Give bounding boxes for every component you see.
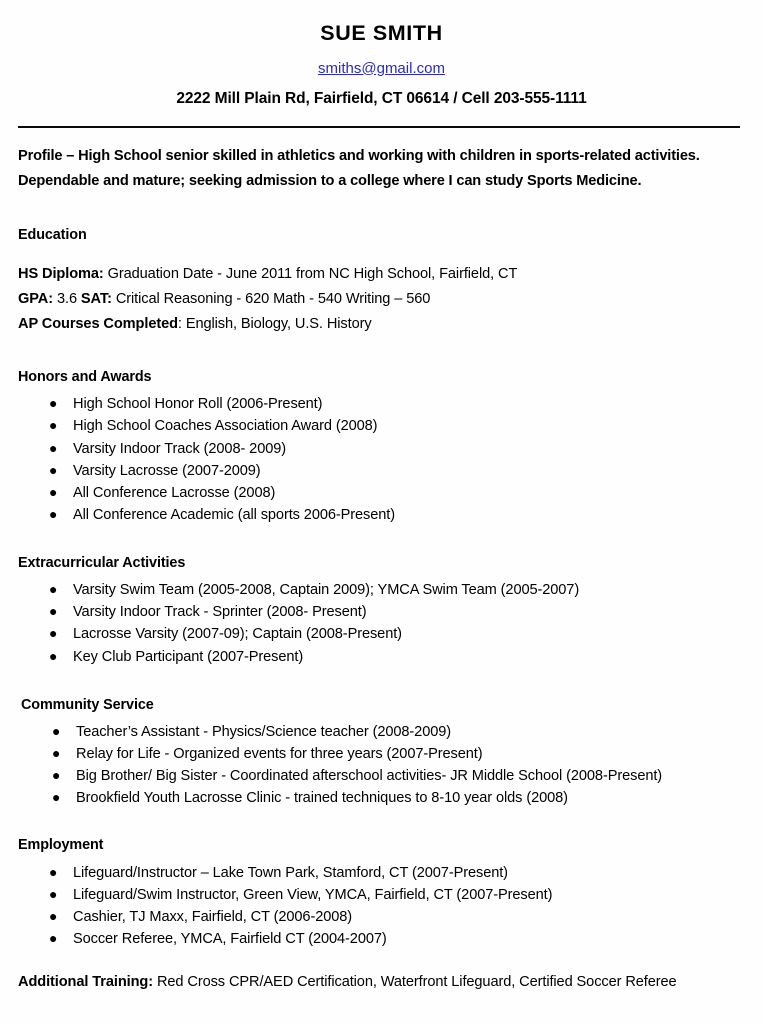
education-label-gpa: GPA:	[18, 290, 54, 307]
list-item-text: High School Honor Roll (2006-Present)	[73, 396, 323, 413]
education-value-gpa: 3.6	[53, 290, 81, 307]
bullet-icon: ●	[49, 863, 58, 880]
list-item-text: Teacher’s Assistant - Physics/Science teacher (2008-2009)	[76, 723, 452, 740]
list-item-text: Key Club Participant (2007-Present)	[73, 648, 304, 665]
extracurricular-list	[18, 579, 745, 667]
section-heading-education: Education	[18, 227, 87, 244]
bullet-icon: ●	[49, 647, 58, 664]
header-divider	[18, 126, 740, 128]
bullet-icon: ●	[49, 581, 58, 598]
education-value-ap: : English, Biology, U.S. History	[177, 315, 372, 332]
list-item	[21, 721, 745, 743]
additional-training-label: Additional Training:	[18, 974, 154, 991]
bullet-icon: ●	[49, 483, 58, 500]
bullet-icon: ●	[49, 505, 58, 522]
education-value-diploma: Graduation Date - June 2011 from NC High School, Fairfield, CT	[103, 265, 518, 282]
page-title: SUE SMITH	[320, 21, 443, 45]
email-line	[18, 60, 745, 78]
list-item	[18, 579, 745, 601]
additional-training	[18, 971, 745, 994]
list-item-text: Lifeguard/Instructor – Lake Town Park, Stamford, CT (2007-Present)	[73, 864, 508, 881]
additional-training-value: Red Cross CPR/AED Certification, Waterfront Lifeguard, Certified Soccer Referee	[153, 974, 677, 991]
bullet-icon: ●	[49, 930, 58, 947]
list-item-text: Varsity Indoor Track (2008- 2009)	[73, 440, 287, 457]
list-item-text: Brookfield Youth Lacrosse Clinic - trained techniques to 8-10 year olds (2008)	[76, 790, 568, 807]
list-item	[18, 906, 745, 928]
resume-header	[18, 0, 745, 107]
list-item-text: Big Brother/ Big Sister - Coordinated afterschool activities- JR Middle School (2008-Present)	[76, 768, 663, 785]
education-value-sat: Critical Reasoning - 620 Math - 540 Writing – 560	[111, 290, 431, 307]
profile-line-2: Dependable and mature; seeking admission to a college where I can study Sports Medicine.	[18, 173, 642, 190]
section-honors	[18, 369, 745, 526]
section-heading-honors: Honors and Awards	[18, 369, 152, 386]
list-item-text: Lifeguard/Swim Instructor, Green View, YMCA, Fairfield, CT (2007-Present)	[73, 886, 553, 903]
bullet-icon: ●	[49, 625, 58, 642]
list-item-text: High School Coaches Association Award (2008)	[73, 418, 378, 435]
list-item-text: Cashier, TJ Maxx, Fairfield, CT (2006-2008)	[73, 908, 353, 925]
list-item	[18, 884, 745, 906]
list-item	[18, 460, 745, 482]
list-item-text: All Conference Academic (all sports 2006-Present)	[73, 506, 395, 523]
bullet-icon: ●	[49, 907, 58, 924]
bullet-icon: ●	[49, 603, 58, 620]
bullet-icon: ●	[49, 885, 58, 902]
education-label-ap: AP Courses Completed	[18, 315, 178, 332]
list-item	[18, 862, 745, 884]
list-item	[18, 601, 745, 623]
list-item-text: Varsity Indoor Track - Sprinter (2008- Present)	[73, 604, 367, 621]
bullet-icon: ●	[49, 461, 58, 478]
list-item	[18, 415, 745, 437]
section-employment	[18, 837, 745, 950]
list-item-text: Relay for Life - Organized events for three years (2007-Present)	[76, 746, 483, 763]
list-item-text: Varsity Lacrosse (2007-2009)	[73, 462, 261, 479]
section-extracurricular	[18, 555, 745, 668]
bullet-icon: ●	[52, 789, 61, 806]
bullet-icon: ●	[49, 439, 58, 456]
list-item	[18, 393, 745, 415]
education-label-diploma: HS Diploma:	[18, 265, 104, 282]
list-item	[18, 504, 745, 526]
section-community-service	[18, 697, 745, 810]
education-row-diploma	[18, 262, 745, 287]
address-line: 2222 Mill Plain Rd, Fairfield, CT 06614 / Cell 203-555-1111	[176, 90, 587, 108]
education-row-ap	[18, 312, 745, 337]
education-label-sat: SAT:	[80, 290, 112, 307]
list-item	[18, 438, 745, 460]
list-item	[18, 928, 745, 950]
bullet-icon: ●	[49, 417, 58, 434]
list-item	[18, 646, 745, 668]
list-item-text: Varsity Swim Team (2005-2008, Captain 2009); YMCA Swim Team (2005-2007)	[73, 582, 580, 599]
email-link[interactable]: smiths@gmail.com	[318, 59, 445, 77]
bullet-icon: ●	[52, 722, 61, 739]
section-heading-extracurricular: Extracurricular Activities	[18, 554, 186, 571]
list-item	[18, 623, 745, 645]
section-heading-community-service: Community Service	[21, 696, 154, 713]
section-heading-employment: Employment	[18, 837, 104, 854]
list-item-text: Soccer Referee, YMCA, Fairfield CT (2004-2007)	[73, 931, 387, 948]
list-item	[21, 765, 745, 787]
education-row-scores	[18, 287, 745, 312]
bullet-icon: ●	[52, 767, 61, 784]
honors-list	[18, 393, 745, 526]
bullet-icon: ●	[52, 745, 61, 762]
list-item	[21, 743, 745, 765]
list-item-text: Lacrosse Varsity (2007-09); Captain (2008-Present)	[73, 626, 402, 643]
bullet-icon: ●	[49, 395, 58, 412]
list-item	[21, 787, 745, 809]
list-item-text: All Conference Lacrosse (2008)	[73, 484, 276, 501]
list-item	[18, 482, 745, 504]
section-education	[18, 227, 745, 337]
education-details	[18, 262, 745, 337]
profile-line-1: Profile – High School senior skilled in athletics and working with children in sports-related activities.	[18, 148, 700, 165]
employment-list	[18, 862, 745, 950]
community-service-list	[21, 721, 745, 809]
profile-section	[18, 144, 745, 194]
